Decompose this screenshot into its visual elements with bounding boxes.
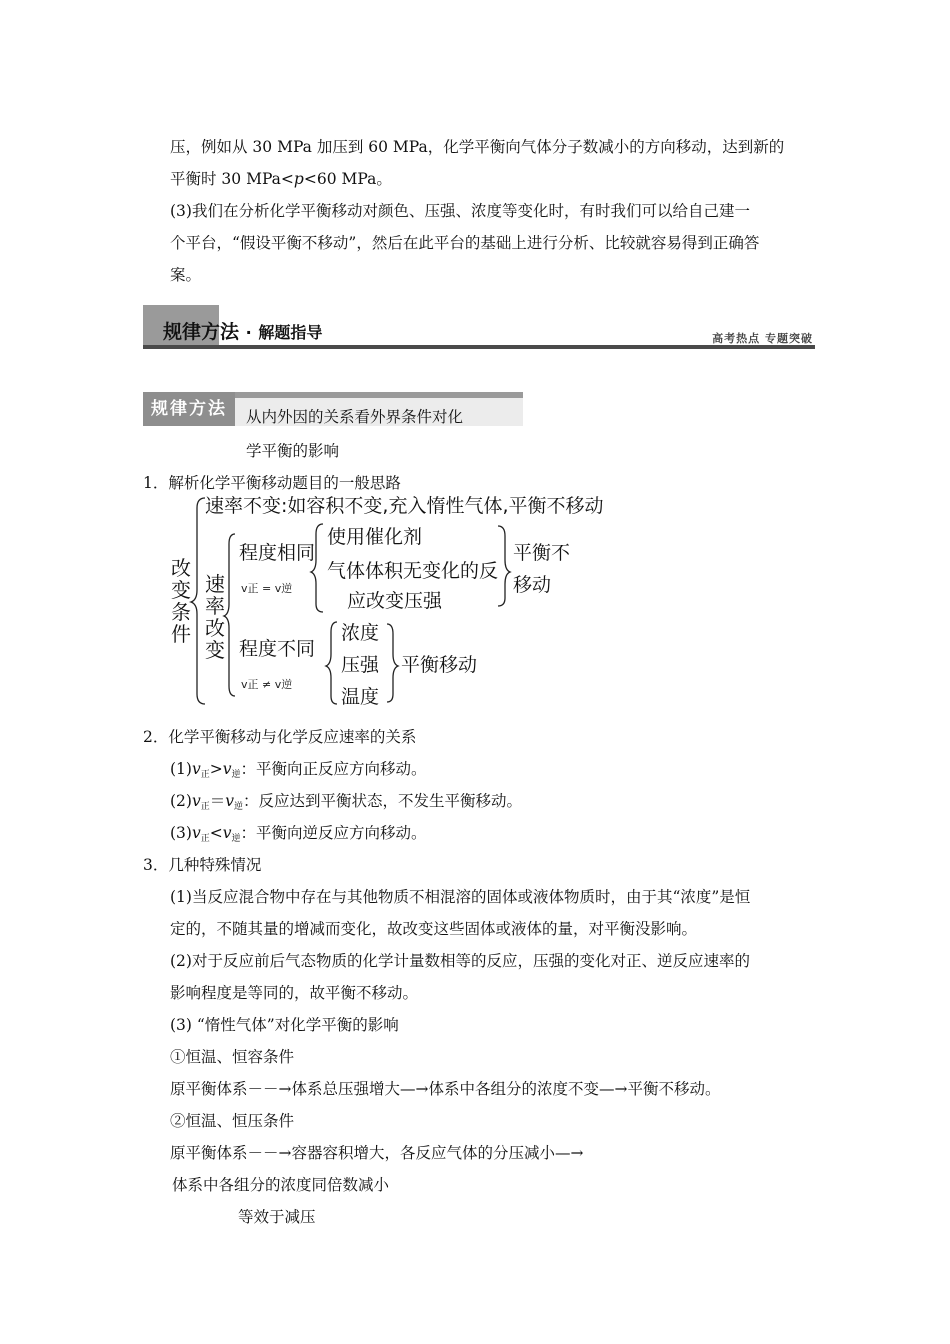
ni-subscript: 逆 [234, 802, 244, 812]
item-3-case-1-flow: 原平衡体系－－→体系总压强增大—→体系中各组分的浓度不变—→平衡不移动。 [170, 1080, 721, 1098]
rule-tag-label: 规律方法 [143, 392, 235, 426]
rate-change-char-3: 改 [205, 616, 225, 640]
zheng-subscript: 正 [200, 802, 210, 812]
root-char-1: 改 [171, 556, 191, 580]
diff-item-pressure: 压强 [341, 654, 380, 676]
section-header [143, 305, 815, 351]
item-2-sub-2-rel: ＝ [209, 792, 226, 810]
item-3-case-2-flow: 原平衡体系－－→容器容积增大，各反应气体的分压减小—→ [170, 1144, 584, 1162]
root-char-3: 条 [171, 600, 191, 624]
root-char-4: 件 [171, 622, 191, 646]
zheng-subscript: 正 [200, 834, 210, 844]
same-result-line-2: 移动 [513, 574, 552, 596]
v-symbol: v [191, 824, 201, 842]
item-2-sub-3-pre: (3) [170, 824, 192, 842]
rule-tag-text-1: 从内外因的关系看外界条件对化 [246, 408, 464, 426]
intro-line-1: 压，例如从 30 MPa 加压到 60 MPa，化学平衡向气体分子数减小的方向移动，达到新的 [170, 138, 785, 156]
ni-subscript: 逆 [231, 834, 241, 844]
item-3-case-2-flow-3: 等效于减压 [238, 1208, 316, 1226]
rate-change-char-4: 变 [205, 638, 225, 662]
same-degree-label: 程度相同 [239, 542, 316, 564]
intro-line-5: 案。 [170, 266, 202, 284]
section-header-right-label: 高考热点 专题突破 [712, 332, 813, 345]
v-symbol: v [191, 792, 201, 810]
v-symbol: v [222, 824, 232, 842]
item-3-p2-line-1: (2)对于反应前后气态物质的化学计量数相等的反应，压强的变化对正、逆反应速率的 [170, 952, 750, 970]
rate-change-char-2: 率 [205, 594, 225, 618]
item-2-sub-3 [170, 823, 427, 849]
item-2-sub-2 [170, 791, 522, 817]
diff-degree-label: 程度不同 [239, 638, 316, 660]
v-symbol: v [225, 792, 235, 810]
item-3-case-2-flow-2: 体系中各组分的浓度同倍数减小 [172, 1176, 390, 1194]
diff-degree-condition: v正 ≠ v逆 [241, 678, 293, 691]
rule-tag-text-2: 学平衡的影响 [246, 442, 340, 460]
item-1-title: 1．解析化学平衡移动题目的一般思路 [143, 474, 401, 492]
same-degree-condition: v正 = v逆 [241, 582, 293, 595]
item-2-sub-3-rel: < [209, 824, 223, 842]
diff-item-temperature: 温度 [341, 686, 380, 708]
section-title [163, 317, 322, 344]
zheng-subscript: 正 [200, 770, 210, 780]
item-3-p1-line-1: (1)当反应混合物中存在与其他物质不相混溶的固体或液体物质时，由于其“浓度”是恒 [170, 888, 751, 906]
pressure-symbol: p [293, 170, 304, 188]
item-3-p3: (3) “惰性气体”对化学平衡的影响 [170, 1016, 399, 1034]
item-2-sub-1-rel: > [209, 760, 223, 778]
intro-line-2-a: 平衡时 30 MPa< [170, 170, 294, 188]
v-symbol: v [222, 760, 232, 778]
item-3-p1-line-2: 定的，不随其量的增减而变化，故改变这些固体或液体的量，对平衡没影响。 [170, 920, 698, 938]
item-3-p2-line-2: 影响程度是等同的，故平衡不移动。 [170, 984, 419, 1002]
rule-method-tag [143, 392, 523, 428]
item-2-sub-1-pre: (1) [170, 760, 192, 778]
intro-line-2 [170, 169, 392, 189]
item-3-case-1: ①恒温、恒容条件 [170, 1048, 295, 1066]
intro-line-4: 个平台，“假设平衡不移动”，然后在此平台的基础上进行分析、比较就容易得到正确答 [170, 234, 760, 252]
same-result-line-1: 平衡不 [513, 542, 571, 564]
item-2-sub-1 [170, 759, 427, 785]
branch-rate-unchanged: 速率不变:如容积不变,充入惰性气体,平衡不移动 [205, 495, 604, 517]
diff-item-concentration: 浓度 [341, 622, 380, 644]
item-2-sub-2-post: ：反应达到平衡状态，不发生平衡移动。 [243, 792, 523, 810]
section-title-dot: · [245, 323, 252, 342]
item-3-case-2: ②恒温、恒压条件 [170, 1112, 295, 1130]
item-2-sub-2-pre: (2) [170, 792, 192, 810]
v-symbol: v [191, 760, 201, 778]
section-title-main: 规律方法 [163, 321, 240, 343]
root-char-2: 变 [171, 578, 191, 602]
ni-subscript: 逆 [231, 770, 241, 780]
section-title-sub: 解题指导 [258, 323, 323, 342]
mind-map-diagram [165, 490, 615, 710]
item-2-sub-1-post: ：平衡向正反应方向移动。 [240, 760, 427, 778]
item-2-sub-3-post: ：平衡向逆反应方向移动。 [240, 824, 427, 842]
rate-change-char-1: 速 [205, 572, 225, 596]
same-item-gas-volume: 气体体积无变化的反 [327, 560, 499, 582]
same-item-pressure: 应改变压强 [347, 590, 443, 612]
diff-result: 平衡移动 [401, 654, 478, 676]
intro-line-2-b: <60 MPa。 [303, 170, 392, 188]
item-2-title: 2．化学平衡移动与化学反应速率的关系 [143, 728, 417, 746]
intro-line-3: (3)我们在分析化学平衡移动对颜色、压强、浓度等变化时，有时我们可以给自己建一 [170, 202, 750, 220]
same-item-catalyst: 使用催化剂 [327, 526, 423, 548]
item-3-title: 3．几种特殊情况 [143, 856, 262, 874]
